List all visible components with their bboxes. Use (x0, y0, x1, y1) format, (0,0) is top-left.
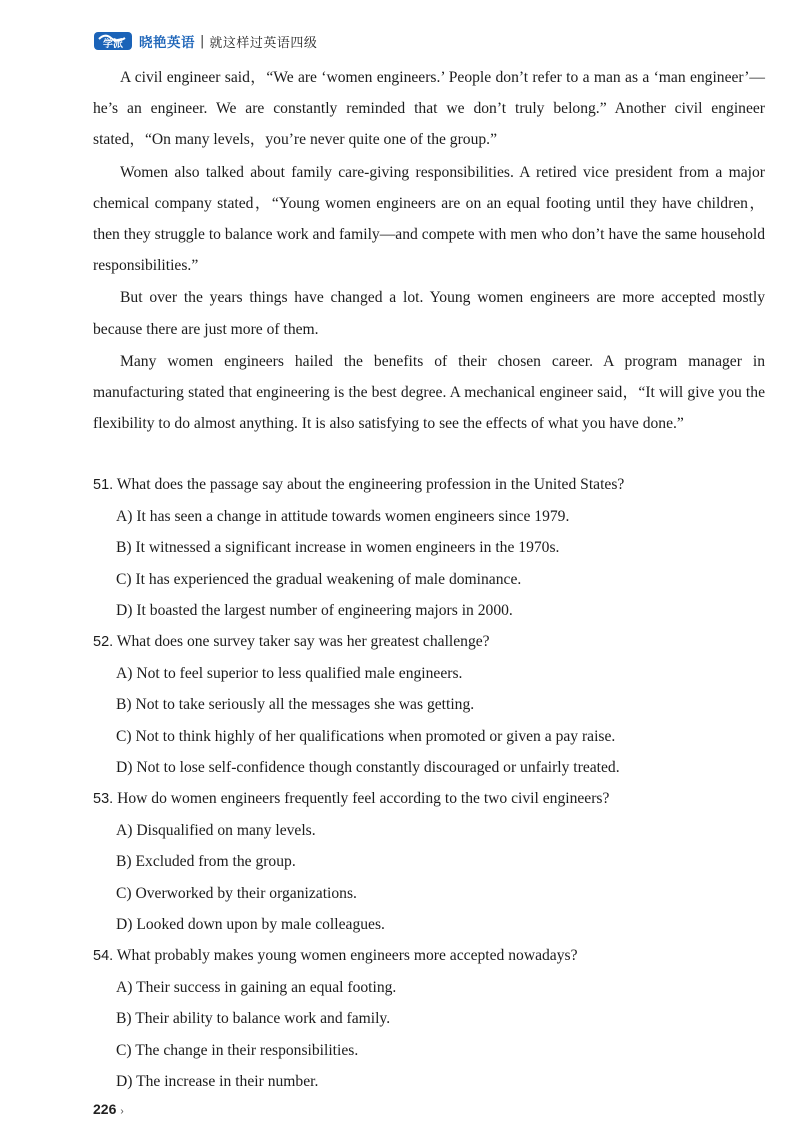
question-stem (93, 626, 765, 658)
answer-option: A) Their success in gaining an equal footing. (116, 979, 397, 997)
question-list (93, 469, 765, 1097)
question-52 (93, 626, 765, 783)
question-stem (93, 469, 765, 501)
answer-option: D) It boasted the largest number of engineering majors in 2000. (116, 601, 513, 619)
answer-option: B) Their ability to balance work and family. (116, 1010, 391, 1028)
question-text: What does the passage say about the engineering profession in the United States? (116, 476, 625, 493)
answer-option: C) Not to think highly of her qualifications when promoted or given a pay raise. (116, 727, 616, 745)
passage-paragraph: But over the years things have changed a lot. Young women engineers are more accepted mostly because there are just more of them. (93, 289, 765, 338)
page-footer (93, 1101, 124, 1117)
question-54 (93, 940, 765, 1097)
question-text: What probably makes young women engineers more accepted nowadays? (116, 947, 578, 965)
page-marker: › (120, 1106, 124, 1117)
passage-paragraph: Many women engineers hailed the benefits of their chosen career. A program manager in manufacturing stated that engineering is the best degree. A mechanical engineer said，“It will give you the flexibility to do almost anything. It is also satisfying to see the effects of what you have done.” (93, 352, 765, 433)
passage-paragraph: Women also talked about family care-giving responsibilities. A retired vice president from a major chemical company stated，“Young women engineers are on an equal footing until they have children，then they struggle to balance work and family—and compete with men who don’t have the same household responsibilities.” (93, 163, 765, 275)
answer-option: C) Overworked by their organizations. (116, 884, 357, 902)
question-stem (93, 783, 765, 815)
logo-text: 学派 (103, 39, 123, 50)
reading-passage (93, 62, 765, 440)
question-text: What does one survey taker say was her greatest challenge? (116, 633, 490, 651)
answer-option: D) The increase in their number. (116, 1072, 319, 1090)
answer-option: B) It witnessed a significant increase in women engineers in the 1970s. (116, 539, 560, 557)
question-51 (93, 469, 765, 626)
answer-option: D) Looked down upon by male colleagues. (116, 915, 385, 933)
header-separator: | (200, 33, 205, 49)
answer-option: B) Not to take seriously all the messages she was getting. (116, 696, 475, 714)
answer-option: A) Not to feel superior to less qualified male engineers. (116, 665, 463, 683)
header-slogan: 就这样过英语四级 (209, 35, 318, 51)
question-53 (93, 783, 765, 940)
answer-option: D) Not to lose self-confidence though constantly discouraged or unfairly treated. (116, 758, 620, 776)
brand-name: 晓艳英语 (139, 35, 195, 51)
answer-option: A) It has seen a change in attitude towards women engineers since 1979. (116, 508, 570, 526)
answer-option: A) Disqualified on many levels. (116, 822, 316, 840)
answer-option: B) Excluded from the group. (116, 853, 296, 871)
passage-paragraph: A civil engineer said，“We are ‘women engineers.’ People don’t refer to a man as a ‘man engineer’—he’s an engineer. We are constantly reminded that we don’t truly belong.” Another civil engineer stated，“On many levels，you’re never quite one of the group.” (93, 69, 765, 149)
question-text: How do women engineers frequently feel according to the two civil engineers? (117, 790, 610, 808)
question-number: 54. (93, 948, 114, 965)
page-number: 226 (93, 1101, 117, 1117)
question-stem (93, 940, 765, 972)
answer-option: C) It has experienced the gradual weakening of male dominance. (116, 570, 522, 588)
question-number: 53. (93, 791, 114, 808)
question-number: 52. (93, 634, 114, 651)
question-number: 51. (93, 477, 114, 493)
logo-icon (93, 29, 133, 53)
answer-option: C) The change in their responsibilities. (116, 1041, 359, 1059)
page-header (93, 28, 317, 54)
